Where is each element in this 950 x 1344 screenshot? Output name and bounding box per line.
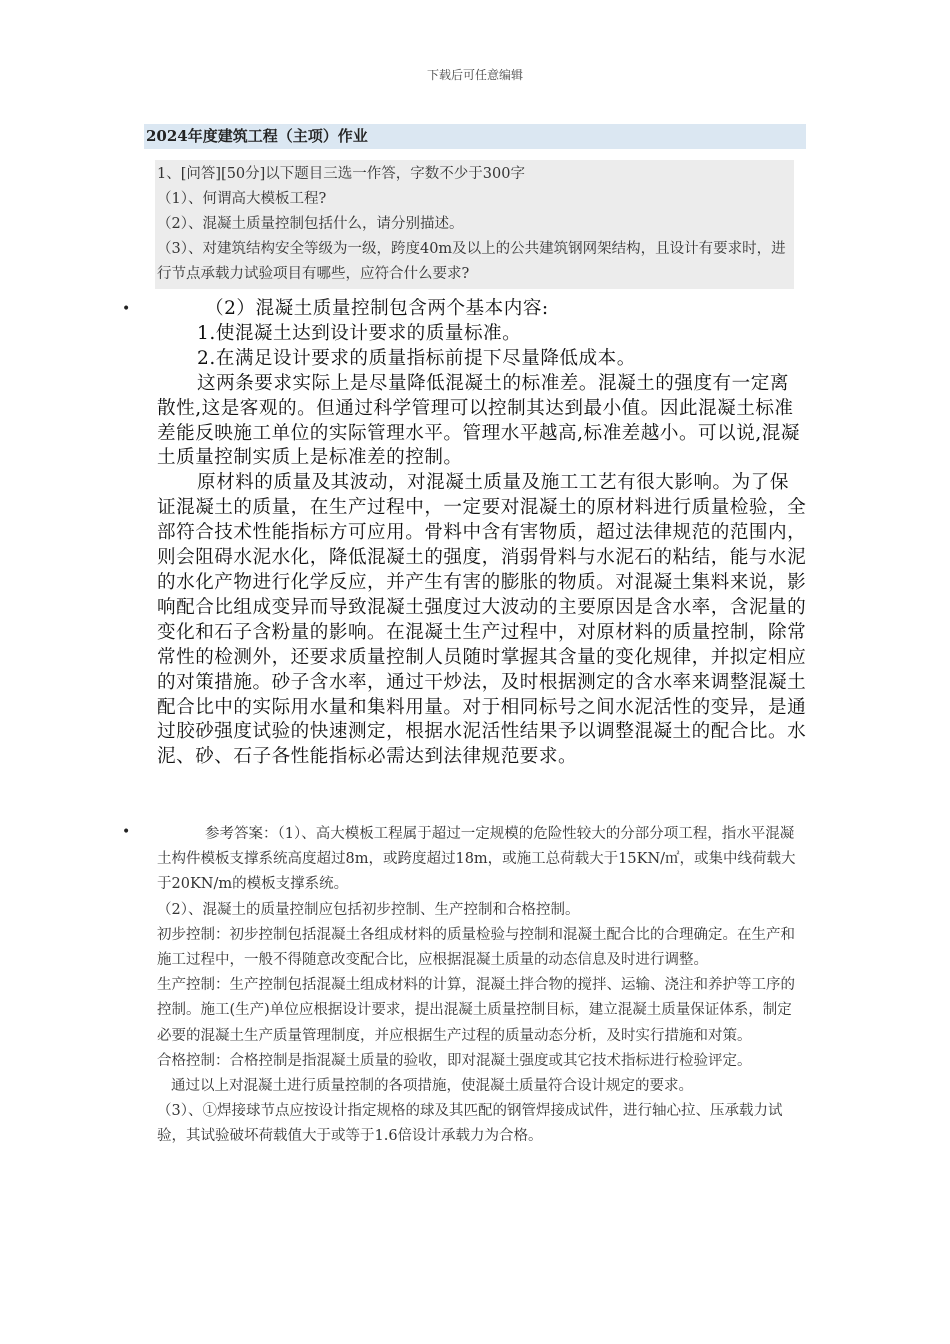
reference-answer	[157, 822, 797, 1150]
question-line: （3）、对建筑结构安全等级为一级，跨度40m及以上的公共建筑钢网架结构，且设计有要求时，进行节点承载力试验项目有哪些，应符合什么要求?	[157, 241, 786, 282]
reference-paragraph: 通过以上对混凝土进行质量控制的各项措施，使混凝土质量符合设计规定的要求。	[171, 1078, 693, 1095]
answer-paragraph: 这两条要求实际上是尽量降低混凝土的标准差。混凝土的强度有一定离散性,这是客观的。但通过科学管理可以控制其达到最小值。因此混凝土标准差能反映施工单位的实际管理水平。管理水平越高,标准差越小。可以说,混凝土质量控制实质上是标准差的控制。	[157, 372, 800, 469]
answer-point: 2.在满足设计要求的质量指标前提下尽量降低成本。	[197, 347, 636, 369]
main-answer	[157, 297, 807, 770]
document-title: 2024年度建筑工程（主项）作业	[144, 124, 806, 149]
reference-paragraph: 初步控制：初步控制包括混凝土各组成材料的质量检验与控制和混凝土配合比的合理确定。在生产和施工过程中，一般不得随意改变配合比，应根据混凝土质量的动态信息及时进行调整。	[157, 926, 795, 969]
answer-point: 1.使混凝土达到设计要求的质量标准。	[197, 322, 522, 344]
bullet-marker: •	[122, 824, 131, 840]
question-box	[155, 160, 794, 289]
question-line: 1、[问答][50分]以下题目三选一作答，字数不少于300字	[157, 166, 525, 182]
question-line: （1）、何谓高大模板工程?	[157, 191, 327, 207]
answer-paragraph: 原材料的质量及其波动，对混凝土质量及施工工艺有很大影响。为了保证混凝土的质量，在生产过程中，一定要对混凝土的原材料进行质量检验，全部符合技术性能指标方可应用。骨料中含有害物质，超过法律规范的范围内，则会阻碍水泥水化，降低混凝土的强度，消弱骨料与水泥石的粘结，能与水泥的水化产物进行化学反应，并产生有害的膨胀的物质。对混凝土集料来说，影响配合比组成变异而导致混凝土强度过大波动的主要原因是含水率，含泥量的变化和石子含粉量的影响。在混凝土生产过程中，对原材料的质量控制，除常常性的检测外，还要求质量控制人员随时掌握其含量的变化规律，并拟定相应的对策措施。砂子含水率，通过干炒法，及时根据测定的含水率来调整混凝土配合比中的实际用水量和集料用量。对于相同标号之间水泥活性的变异，是通过胶砂强度试验的快速测定，根据水泥活性结果予以调整混凝土的配合比。水泥、砂、石子各性能指标必需达到法律规范要求。	[157, 472, 807, 768]
reference-paragraph: 参考答案：（1）、高大模板工程属于超过一定规模的危险性较大的分部分项工程，指水平混凝土构件模板支撑系统高度超过8m，或跨度超过18m，或施工总荷载大于15KN/㎡，或集中线荷载大于20KN/m的模板支撑系统。	[157, 826, 796, 893]
reference-paragraph: （2）、混凝土的质量控制应包括初步控制、生产控制和合格控制。	[157, 901, 580, 918]
reference-paragraph: 合格控制：合格控制是指混凝土质量的验收，即对混凝土强度或其它技术指标进行检验评定。	[157, 1052, 752, 1069]
reference-paragraph: （3）、①焊接球节点应按设计指定规格的球及其匹配的钢管焊接成试件，进行轴心拉、压承载力试验，其试验破坏荷载值大于或等于1.6倍设计承载力为合格。	[157, 1103, 783, 1145]
answer-heading: （2）混凝土质量控制包含两个基本内容:	[205, 298, 549, 319]
reference-paragraph: 生产控制：生产控制包括混凝土组成材料的计算，混凝土拌合物的搅拌、运输、浇注和养护等工序的控制。施工(生产)单位应根据设计要求，提出混凝土质量控制目标，建立混凝土质量保证体系，制定必要的混凝土生产质量管理制度，并应根据生产过程的质量动态分析，及时实行措施和对策。	[157, 977, 795, 1044]
question-line: （2）、混凝土质量控制包括什么，请分别描述。	[157, 216, 464, 232]
bullet-marker: •	[122, 301, 131, 317]
header-note: 下载后可任意编辑	[426, 68, 523, 82]
